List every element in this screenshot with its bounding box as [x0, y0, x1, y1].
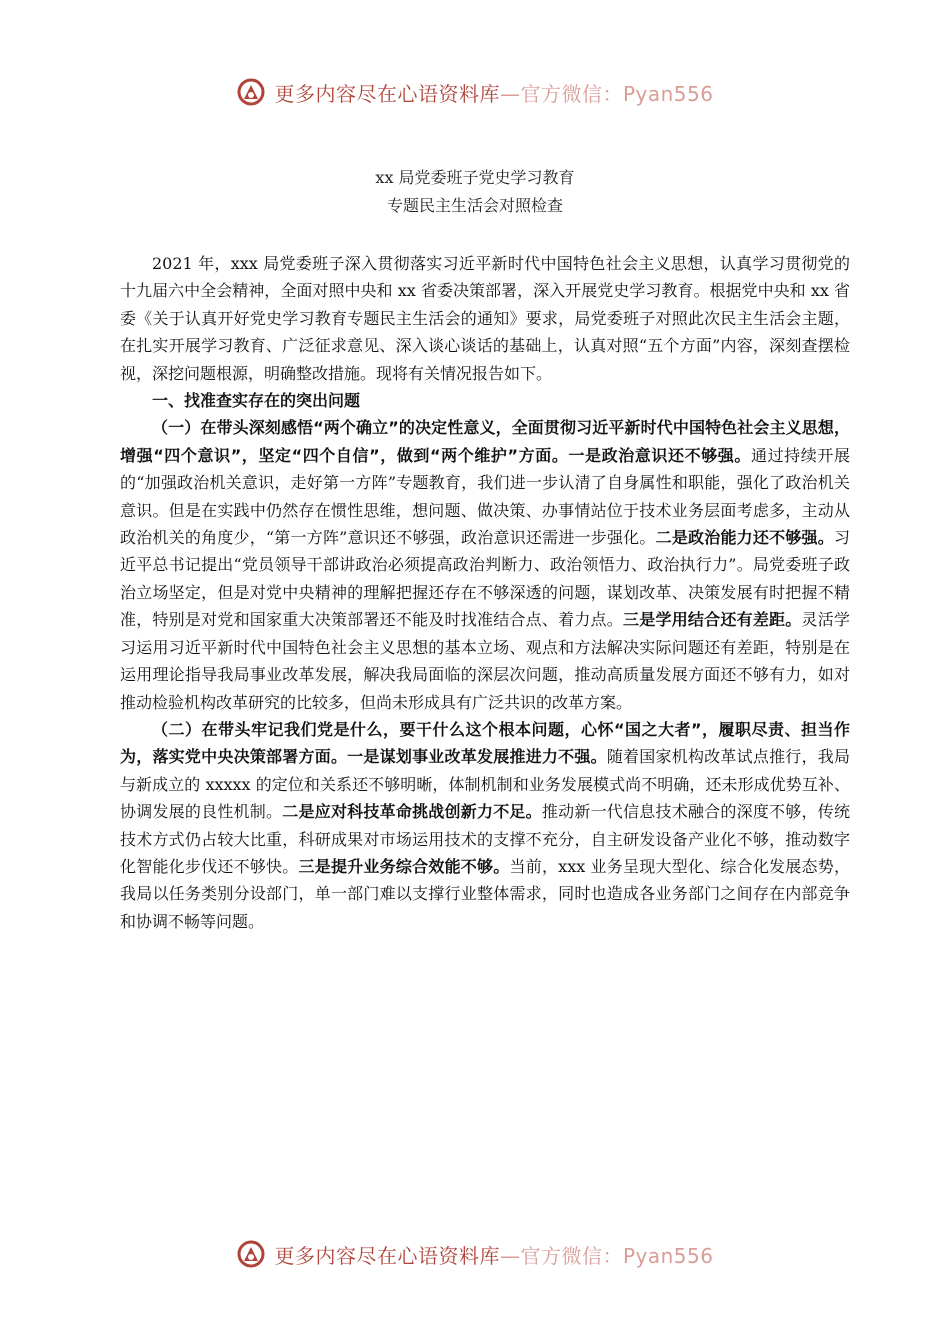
paragraph-2	[120, 716, 850, 935]
section-heading: 一、找准查实存在的突出问题	[152, 391, 361, 411]
p2-text1: 随着国家机构改革试点推行，我局与新成立的 xxxxx 的定位和关系还不够明晰，体制机制和业务发展模式尚不明确，还未形成优势互补、协调发展的良性机制。	[120, 747, 850, 822]
watermark-main-text: 更多内容尽在心语资料库	[274, 1243, 500, 1268]
watermark-footer	[0, 1234, 950, 1274]
p1-text3: 灵活学习运用习近平新时代中国特色社会主义思想的基本立场、观点和方法解决实际问题还有差距，特别是在运用理论指导我局事业改革发展，解决我局面临的深层次问题，推动高质量发展方面还不够有力，如对推动检验机构改革研究的比较多，但尚未形成具有广泛共识的改革方案。	[120, 610, 850, 712]
logo-icon	[236, 1239, 266, 1269]
p1-bold3: 三是学用结合还有差距。	[623, 610, 802, 630]
logo-icon	[236, 77, 266, 107]
p1-bold2: 二是政治能力还不够强。	[655, 528, 834, 548]
watermark-header	[0, 72, 950, 112]
watermark-wechat-text: —官方微信：Pyan556	[499, 81, 714, 106]
watermark-wechat-text: —官方微信：Pyan556	[499, 1243, 714, 1268]
watermark-main-text: 更多内容尽在心语资料库	[274, 81, 500, 106]
document-title-line2: 专题民主生活会对照检查	[386, 196, 563, 215]
p1-text1: 通过持续开展的“加强政治机关意识，走好第一方阵”专题教育，我们进一步认清了自身属性和职能，强化了政治机关意识。但是在实践中仍然存在惯性思维，想问题、做决策、办事情站位于技术业务层面考虑多，主动从政治机关的角度少，“第一方阵”意识还不够强，政治意识还需进一步强化。	[120, 445, 850, 548]
document-body	[120, 250, 850, 935]
document-title-line1: xx 局党委班子党史学习教育	[375, 168, 575, 187]
paragraph-1	[120, 414, 850, 715]
p2-bold3: 三是提升业务综合效能不够。	[298, 856, 510, 876]
p2-lead: （二）在带头牢记我们党是什么，要干什么这个根本问题，心怀“国之大者”，履职尽责、担当作为，落实党中央决策部署方面。一是谋划事业改革发展推进力不强。	[120, 719, 850, 767]
p2-text3: 当前，xxx 业务呈现大型化、综合化发展态势，我局以任务类别分设部门，单一部门难以支撑行业整体需求，同时也造成各业务部门之间存在内部竞争和协调不畅等问题。	[120, 856, 850, 931]
p1-text2: 习近平总书记提出“党员领导干部讲政治必须提高政治判断力、政治领悟力、政治执行力”。局党委班子政治立场坚定，但是对党中央精神的理解把握还存在不够深透的问题，谋划改革、决策发展有时把握不精准，特别是对党和国家重大决策部署还不能及时找准结合点、着力点。	[120, 528, 850, 630]
p2-text2: 推动新一代信息技术融合的深度不够，传统技术方式仍占较大比重，科研成果对市场运用技术的支撑不充分，自主研发设备产业化不够，推动数字化智能化步伐还不够快。	[120, 802, 850, 876]
intro-paragraph: 2021 年，xxx 局党委班子深入贯彻落实习近平新时代中国特色社会主义思想，认真学习贯彻党的十九届六中全会精神，全面对照中央和 xx 省委决策部署，深入开展党史学习教育。根据党中央和 xx 省委《关于认真开好党史学习教育专题民主生活会的通知》要求，局党委班子对照此次民主生活会主题，在扎实开展学习教育、广泛征求意见、深入谈心谈话的基础上，认真对照“五个方面”内容，深刻查摆检视，深挖问题根源，明确整改措施。现将有关情况报告如下。	[120, 254, 850, 383]
p2-bold2: 二是应对科技革命挑战创新力不足。	[282, 802, 542, 822]
p1-lead: （一）在带头深刻感悟“两个确立”的决定性意义，全面贯彻习近平新时代中国特色社会主义思想，增强“四个意识”，坚定“四个自信”，做到“两个维护”方面。一是政治意识还不够强。	[120, 418, 850, 465]
